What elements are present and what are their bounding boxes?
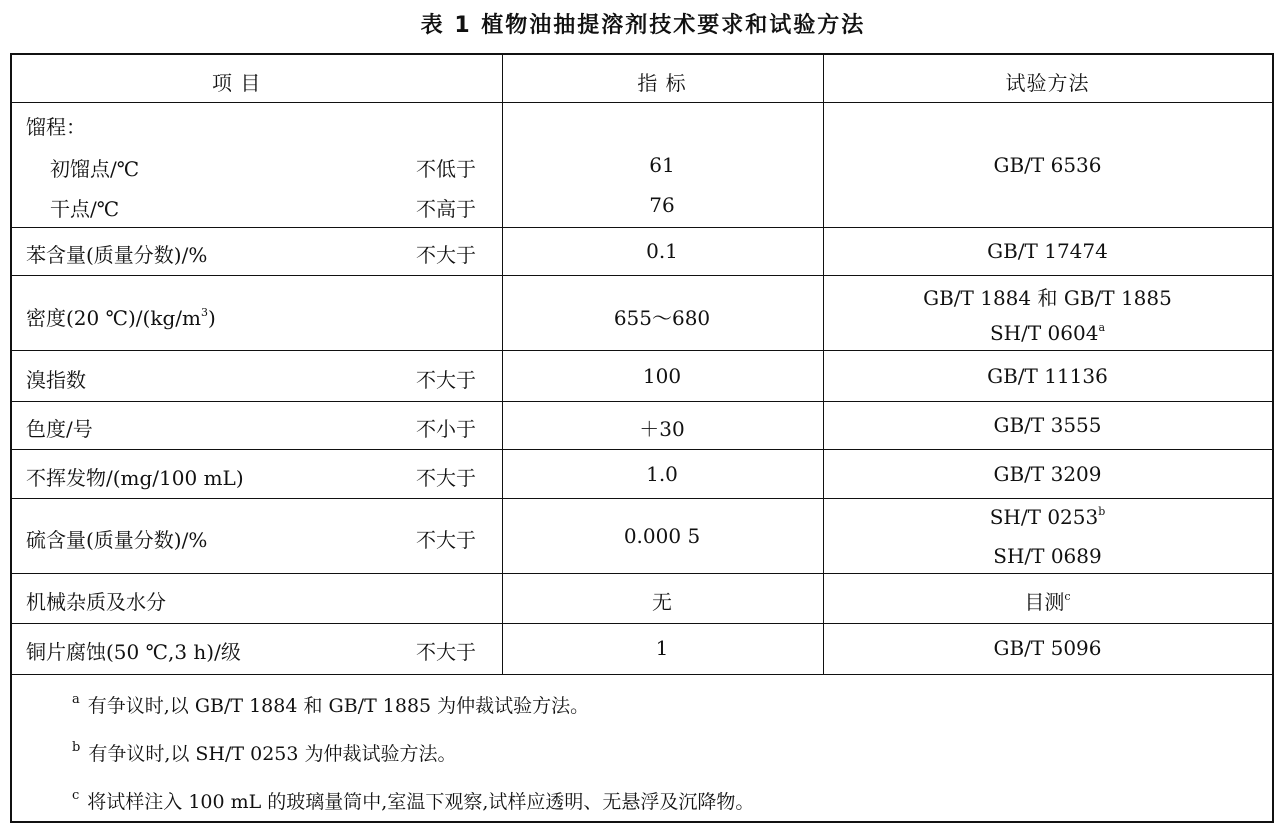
row-divider xyxy=(12,573,1272,574)
item-method: GB/T 5096 xyxy=(993,636,1102,660)
footnote xyxy=(72,691,589,718)
header-spec: 指 标 xyxy=(637,71,687,95)
item-name: 铜片腐蚀(50 ℃,3 h)/级 xyxy=(26,640,241,664)
method-text: SH/T 0604 xyxy=(989,321,1099,345)
item-spec: 61 xyxy=(649,153,675,177)
item-spec: 0.000 5 xyxy=(623,524,701,548)
item-condition: 不大于 xyxy=(416,466,476,490)
footnote-mark: b xyxy=(72,740,81,755)
item-method xyxy=(823,505,1272,529)
item-name: 不挥发物/(mg/100 mL) xyxy=(26,466,244,490)
item-name: 机械杂质及水分 xyxy=(26,590,166,614)
item-condition: 不大于 xyxy=(416,368,476,392)
item-name: 溴指数 xyxy=(26,368,86,392)
item-name: 初馏点/℃ xyxy=(50,157,140,181)
item-name: 馏程： xyxy=(26,115,86,139)
footnote-mark: c xyxy=(72,788,80,803)
footnote xyxy=(72,739,457,766)
item-method: GB/T 6536 xyxy=(993,153,1102,177)
item-spec: 0.1 xyxy=(646,239,678,263)
row-divider xyxy=(12,623,1272,624)
footnote-mark: b xyxy=(1098,505,1106,518)
item-name: 色度/号 xyxy=(26,417,93,441)
table-title: 表 1 植物油抽提溶剂技术要求和试验方法 xyxy=(420,13,866,38)
item-method: GB/T 3209 xyxy=(993,462,1102,486)
item-method: GB/T 17474 xyxy=(987,239,1108,263)
item-method: GB/T 1884 和 GB/T 1885 xyxy=(923,286,1172,310)
footnote-mark: a xyxy=(72,692,80,707)
row-divider xyxy=(12,227,1272,228)
row-divider xyxy=(12,498,1272,499)
header-item: 项 目 xyxy=(212,71,262,95)
item-condition: 不小于 xyxy=(416,417,476,441)
item-name: 硫含量(质量分数)/% xyxy=(26,528,208,552)
superscript: 3 xyxy=(200,306,208,319)
item-method: GB/T 11136 xyxy=(987,364,1108,388)
row-divider xyxy=(12,275,1272,276)
item-name: 干点/℃ xyxy=(50,197,120,221)
item-name-text: 密度(20 ℃)/(kg/m xyxy=(26,306,201,330)
item-spec: ＋30 xyxy=(639,417,685,441)
footnote-text: 有争议时,以 SH/T 0253 为仲裁试验方法。 xyxy=(88,743,457,765)
footnote-mark: c xyxy=(1064,590,1071,603)
item-name-tail: ) xyxy=(207,306,216,330)
method-text: SH/T 0253 xyxy=(989,505,1099,529)
item-condition: 不低于 xyxy=(416,157,476,181)
item-spec: 655～680 xyxy=(613,306,711,330)
header-method: 试验方法 xyxy=(1005,71,1090,95)
item-method-secondary: SH/T 0689 xyxy=(993,544,1102,568)
item-method-secondary xyxy=(823,321,1272,345)
spec-table xyxy=(10,53,1274,823)
method-text: 目测 xyxy=(1024,590,1065,614)
footnote-text: 有争议时,以 GB/T 1884 和 GB/T 1885 为仲裁试验方法。 xyxy=(87,695,590,717)
item-condition: 不大于 xyxy=(416,243,476,267)
item-spec: 76 xyxy=(649,193,675,217)
item-name xyxy=(26,302,216,331)
item-condition: 不高于 xyxy=(416,197,476,221)
row-divider xyxy=(12,449,1272,450)
footnote xyxy=(72,787,754,814)
item-spec: 1.0 xyxy=(646,462,678,486)
item-method xyxy=(823,586,1272,615)
item-name: 苯含量(质量分数)/% xyxy=(26,243,208,267)
footnote-text: 将试样注入 100 mL 的玻璃量筒中,室温下观察,试样应透明、无悬浮及沉降物。 xyxy=(87,791,755,813)
row-divider xyxy=(12,102,1272,103)
item-spec: 无 xyxy=(652,590,672,614)
item-condition: 不大于 xyxy=(416,528,476,552)
footnote-mark: a xyxy=(1098,321,1106,334)
row-divider xyxy=(12,350,1272,351)
row-divider xyxy=(12,674,1272,675)
item-condition: 不大于 xyxy=(416,640,476,664)
item-method: GB/T 3555 xyxy=(993,413,1102,437)
row-divider xyxy=(12,401,1272,402)
item-spec: 1 xyxy=(655,636,669,660)
item-spec: 100 xyxy=(642,364,682,388)
